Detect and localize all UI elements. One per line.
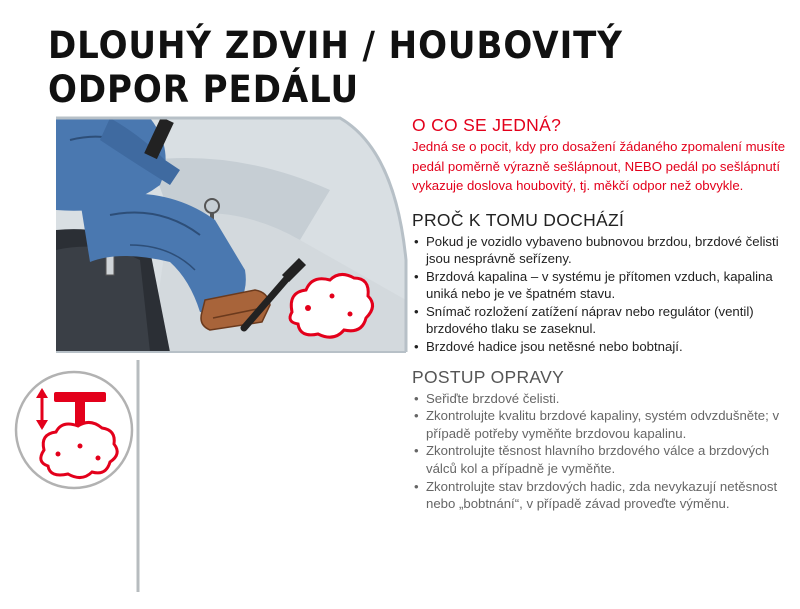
driver-pedal-illustration <box>0 112 410 604</box>
why-item: • Pokud je vozidlo vybaveno bubnovou brzdou, brzdové čelisti jsou nesprávně seřízeny. <box>412 233 792 268</box>
why-list <box>412 233 792 356</box>
pedal-travel-icon <box>16 372 132 488</box>
fix-list <box>412 390 792 513</box>
fix-item: • Zkontrolujte stav brzdových hadic, zda nevykazují netěsnost nebo „bobtnání“, v případě závad proveďte výměnu. <box>412 478 792 513</box>
title-line-1: DLOUHÝ ZDVIH / HOUBOVITÝ <box>48 24 623 67</box>
why-item: • Snímač rozložení zatížení náprav nebo regulátor (ventil) brzdového tlaku se zaseknul. <box>412 303 792 338</box>
text-column <box>412 114 792 513</box>
page-title <box>48 24 623 112</box>
what-heading: O CO SE JEDNÁ? <box>412 115 562 135</box>
why-section <box>412 209 792 356</box>
why-item: • Brzdové hadice jsou netěsné nebo bobtnají. <box>412 338 792 356</box>
fix-section <box>412 366 792 513</box>
what-section <box>412 114 792 196</box>
what-text: Jedná se o pocit, kdy pro dosažení žádaného zpomalení musíte pedál poměrně výrazně sešlápnout, NEBO pedál po sešlápnutí vykazuje doslova houbovitý, tj. měkčí odpor než obvykle. <box>412 139 786 193</box>
fix-heading: POSTUP OPRAVY <box>412 366 565 387</box>
illustration <box>0 112 410 604</box>
why-item: • Brzdová kapalina – v systému je přítomen vzduch, kapalina uniká nebo je ve špatném stavu. <box>412 268 792 303</box>
why-heading: PROČ K TOMU DOCHÁZÍ <box>412 209 625 230</box>
fix-item: • Zkontrolujte kvalitu brzdové kapaliny, systém odvzdušněte; v případě potřeby vyměňte brzdovou kapalinu. <box>412 407 792 442</box>
fix-item: • Zkontrolujte těsnost hlavního brzdového válce a brzdových válců kol a případně je vyměňte. <box>412 442 792 477</box>
fix-item: • Seřiďte brzdové čelisti. <box>412 390 792 408</box>
title-line-2: ODPOR PEDÁLU <box>48 68 360 111</box>
